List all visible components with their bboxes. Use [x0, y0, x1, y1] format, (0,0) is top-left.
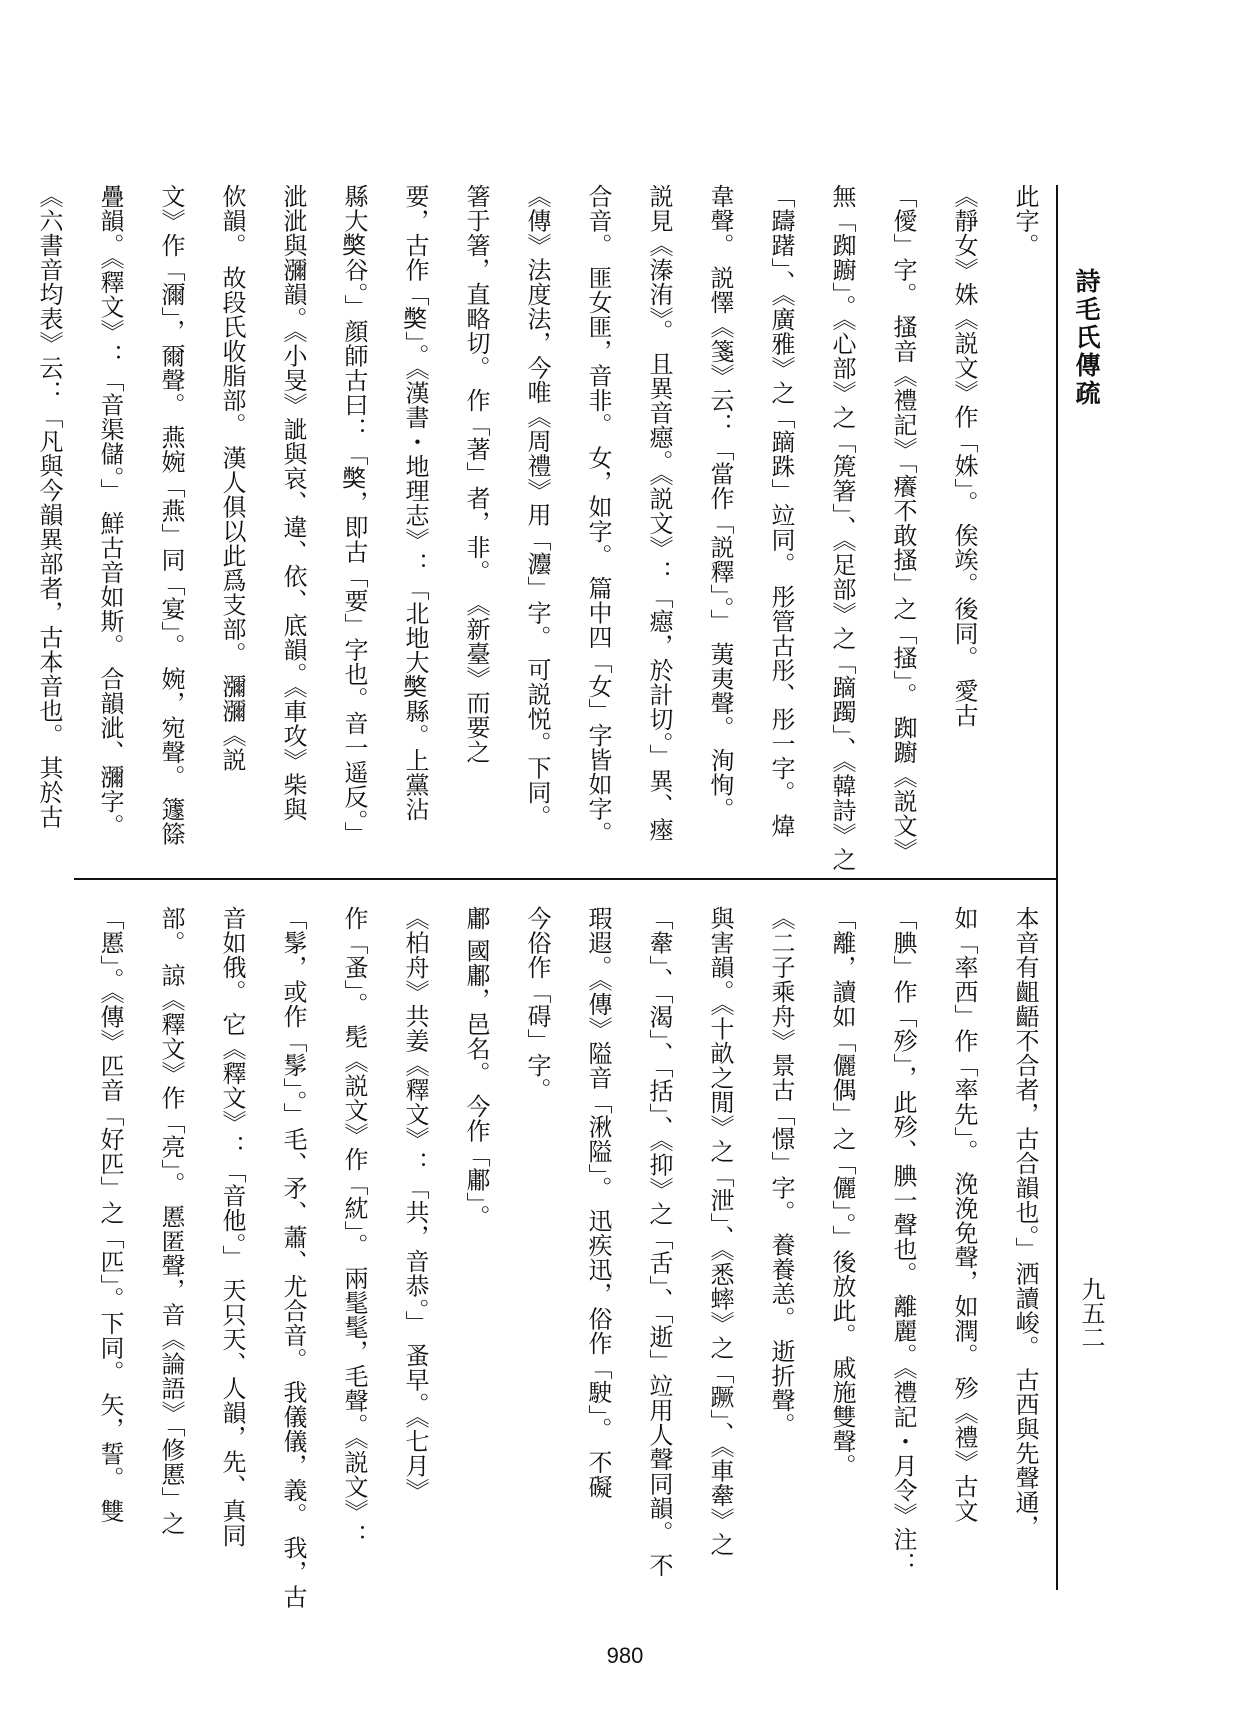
text-column: 文》作「濔」，爾聲。 燕婉「燕」同「宴」。 婉，宛聲。 籧篨	[157, 184, 185, 846]
text-column: 無「踟躕」。《心部》之「箎箸」、《足部》之「蹢躅」、《韓詩》之	[828, 184, 856, 872]
footer-page-number: 980	[606, 1643, 644, 1668]
text-column: 《柏舟》共姜《釋文》：「共，音恭。」 蚤早。《七月》	[401, 906, 429, 1503]
middle-horizontal-rule	[74, 878, 1057, 880]
right-vertical-rule	[1056, 185, 1058, 1590]
text-column: 「慝」。《傳》匹音「好匹」之「匹」。下同。 矢，誓。 雙	[96, 906, 124, 1524]
text-column: 疊韻。《釋文》：「音渠儲。」 鮮古音如斯。 合韻泚、瀰字。	[96, 184, 124, 838]
text-column: 今俗作「碍」字。	[523, 906, 551, 1102]
text-column: 與害韻。《十畝之閒》之「泄」、《悉蟀》之「蹶」、《車舝》之	[706, 906, 734, 1557]
text-column: 瑕遐。《傳》隘音「湫隘」。 迅疾迅，俗作「駛」。 不礙	[584, 906, 612, 1499]
text-column: 作「蚤」。 髧《説文》作「紞」。 兩髦髦，毛聲。《説文》：	[340, 906, 368, 1548]
text-column: 「舝」、「渴」、「括」、《抑》之「舌」、「逝」竝用人聲同韻。 不	[645, 906, 673, 1578]
text-column: 《二子乘舟》景古「憬」字。 養養恙。 逝折聲。	[767, 906, 795, 1437]
text-column: 「僾」字。 搔音《禮記》「癢不敢搔」之「搔」。 踟躕《説文》	[889, 184, 917, 863]
text-column: 鄘 國鄘，邑名。 今作「鄘」。	[462, 906, 490, 1229]
text-column: 《傳》法度法，今唯《周禮》用「灋」字。 可説悦。下同。	[523, 184, 551, 830]
text-column: 泚泚與瀰韻。《小旻》訿與哀、違、依、底韻。《車攻》柴與	[279, 184, 307, 822]
text-column: 音如俄。 它《釋文》：「音他。」 天只天、人韻，先、真同	[218, 906, 246, 1548]
text-column: 《靜女》姝《説文》作「姝」。 俟竢。後同。 愛古	[950, 184, 978, 728]
text-column: 合音。 匪女匪，音非。 女，如字。 篇中四「女」字皆如字。	[584, 184, 612, 846]
text-column: 縣大𡚁谷。」顔師古曰：「𡚁，即古「要」字也。音一遥反。」	[340, 184, 368, 846]
top-text-block	[35, 184, 1055, 874]
text-column: 「離，讀如「儷偶」之「儷」。」後放此。 戚施雙聲。	[828, 906, 856, 1479]
text-column: 佽韻。 故段氏收脂部。 漢人俱以此爲支部。 瀰瀰《説	[218, 184, 246, 772]
text-column: 《六書音均表》云：「凡與今韻異部者，古本音也。 其於古	[35, 184, 63, 830]
text-column: 此字。	[1011, 184, 1039, 258]
text-column: 説見《溱洧》。 且異音癋。《説文》：「癋，於計切。」異、瘞	[645, 184, 673, 843]
text-column: 如「率西」作「率先」。 浼浼免聲，如潤。 殄《禮》古文	[950, 906, 978, 1523]
page-number-chinese: 九五二	[1077, 1277, 1105, 1349]
text-column: 部。 諒《釋文》作「亮」。 慝匿聲，音《論語》「修慝」之	[157, 906, 185, 1536]
text-column: 韋聲。 説懌《箋》云：「當作「説釋」。」 荑夷聲。 洵恂。	[706, 184, 734, 822]
bottom-text-block	[74, 906, 1055, 1609]
text-column: 箸于箸，直略切。 作「著」者，非。 《新臺》而要之	[462, 184, 490, 764]
book-title: 詩毛氏傳疏	[1072, 268, 1101, 408]
text-column: 「躊躇」、《廣雅》之「蹢跦」竝同。 彤管古彤、彤一字。 煒	[767, 184, 795, 838]
text-column: 「髳，或作「髳」。」毛、矛、蕭、尤合音。 我儀儀，義。 我，古	[279, 906, 307, 1609]
text-column: 本音有齟齬不合者，古合韻也。」洒讀峻。 古西與先聲通，	[1011, 906, 1039, 1540]
text-column: 「腆」作「殄」，此殄、腆一聲也。 離麗。《禮記・月令》注：	[889, 906, 917, 1577]
text-column: 要，古作「𡚁」。《漢書・地理志》：「北地大𡚁縣。上黨沾	[401, 184, 429, 822]
